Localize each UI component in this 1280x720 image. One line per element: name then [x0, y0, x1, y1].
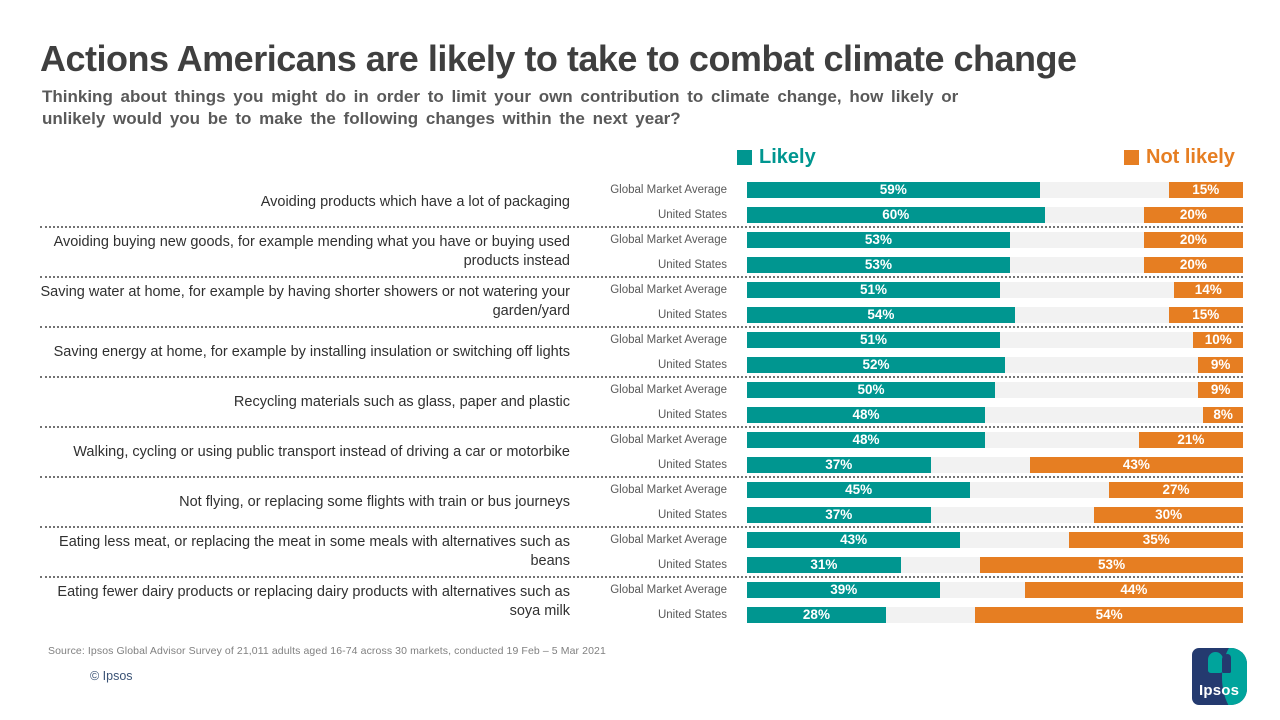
bar-track	[747, 482, 1243, 498]
bar-row	[570, 202, 1243, 227]
bar-track	[747, 307, 1243, 323]
series-label: United States	[657, 308, 727, 321]
series-label: United States	[657, 208, 727, 221]
not-likely-bar: 27%	[1109, 482, 1243, 498]
logo-wordmark: Ipsos	[1199, 682, 1240, 699]
not-likely-bar: 15%	[1169, 182, 1243, 198]
likely-bar: 39%	[747, 582, 940, 598]
series-label: United States	[657, 608, 727, 621]
likely-bar: 53%	[747, 232, 1010, 248]
category-group	[40, 527, 1243, 577]
not-likely-bar: 20%	[1144, 232, 1243, 248]
category-label: Eating fewer dairy products or replacing dairy products with alternatives such as soya milk	[57, 584, 570, 619]
bar-track	[747, 282, 1243, 298]
logo-profile-shadow-icon	[1222, 654, 1231, 673]
not-likely-bar: 35%	[1069, 532, 1243, 548]
likely-bar: 31%	[747, 557, 901, 573]
not-likely-bar: 20%	[1144, 207, 1243, 223]
series-label: Global Market Average	[610, 233, 727, 246]
subtitle-line-1: Thinking about things you might do in order to limit your own contribution to climate change, how likely or	[42, 87, 959, 106]
bar-rows	[570, 477, 1243, 527]
likely-bar: 53%	[747, 257, 1010, 273]
not-likely-bar: 21%	[1139, 432, 1243, 448]
series-label: Global Market Average	[610, 433, 727, 446]
bar-rows	[570, 177, 1243, 227]
bar-rows	[570, 227, 1243, 277]
bar-track	[747, 332, 1243, 348]
not-likely-bar: 8%	[1203, 407, 1243, 423]
bar-track	[747, 457, 1243, 473]
series-label: Global Market Average	[610, 583, 727, 596]
bar-row	[570, 577, 1243, 602]
likely-bar: 43%	[747, 532, 960, 548]
likely-bar: 52%	[747, 357, 1005, 373]
category-group	[40, 577, 1243, 627]
bar-rows	[570, 277, 1243, 327]
likely-bar: 50%	[747, 382, 995, 398]
bar-track	[747, 357, 1243, 373]
bar-row	[570, 277, 1243, 302]
bar-row	[570, 502, 1243, 527]
series-label: Global Market Average	[610, 183, 727, 196]
category-label: Not flying, or replacing some flights with train or bus journeys	[179, 493, 570, 510]
series-label: Global Market Average	[610, 283, 727, 296]
bar-row	[570, 527, 1243, 552]
likely-bar: 48%	[747, 432, 985, 448]
grouped-bar-chart	[40, 177, 1243, 627]
ipsos-logo	[1192, 648, 1247, 705]
category-group	[40, 377, 1243, 427]
series-label: Global Market Average	[610, 383, 727, 396]
likely-swatch-icon	[737, 150, 752, 165]
not-likely-bar: 10%	[1193, 332, 1243, 348]
bar-row	[570, 177, 1243, 202]
source-note: Source: Ipsos Global Advisor Survey of 21,011 adults aged 16-74 across 30 markets, conducted 19 Feb – 5 Mar 2021	[48, 645, 606, 657]
bar-track	[747, 232, 1243, 248]
bar-row	[570, 427, 1243, 452]
not-likely-bar: 43%	[1030, 457, 1243, 473]
series-label: Global Market Average	[610, 333, 727, 346]
not-likely-bar: 14%	[1174, 282, 1243, 298]
bar-track	[747, 607, 1243, 623]
category-group	[40, 427, 1243, 477]
bar-row	[570, 552, 1243, 577]
likely-bar: 45%	[747, 482, 970, 498]
category-label: Saving energy at home, for example by installing insulation or switching off lights	[53, 343, 570, 360]
bar-rows	[570, 327, 1243, 377]
bar-row	[570, 302, 1243, 327]
logo-profile-icon	[1208, 652, 1223, 673]
not-likely-bar: 30%	[1094, 507, 1243, 523]
category-label: Saving water at home, for example by having shorter showers or not watering your garden/yard	[40, 284, 570, 319]
bar-rows	[570, 377, 1243, 427]
likely-bar: 28%	[747, 607, 886, 623]
series-label: United States	[657, 358, 727, 371]
likely-bar: 48%	[747, 407, 985, 423]
category-group	[40, 227, 1243, 277]
category-group	[40, 277, 1243, 327]
likely-bar: 59%	[747, 182, 1040, 198]
legend-not-likely	[1124, 146, 1235, 169]
legend-likely	[737, 146, 816, 169]
bar-track	[747, 507, 1243, 523]
series-label: United States	[657, 508, 727, 521]
series-label: United States	[657, 408, 727, 421]
bar-rows	[570, 577, 1243, 627]
bar-row	[570, 252, 1243, 277]
category-label: Eating less meat, or replacing the meat in some meals with alternatives such as beans	[59, 534, 570, 569]
category-label: Recycling materials such as glass, paper and plastic	[233, 393, 570, 410]
bar-row	[570, 477, 1243, 502]
category-label: Walking, cycling or using public transport instead of driving a car or motorbike	[73, 443, 570, 460]
legend-likely-label: Likely	[759, 146, 816, 168]
copyright-note: © Ipsos	[90, 669, 133, 683]
bar-row	[570, 452, 1243, 477]
category-label: Avoiding buying new goods, for example mending what you have or buying used products instead	[53, 234, 570, 269]
legend-not-likely-label: Not likely	[1146, 146, 1235, 168]
subtitle-line-2: unlikely would you be to make the following changes within the next year?	[42, 109, 681, 128]
bar-track	[747, 382, 1243, 398]
bar-row	[570, 402, 1243, 427]
bar-track	[747, 182, 1243, 198]
page-title: Actions Americans are likely to take to combat climate change	[40, 38, 1077, 79]
not-likely-bar: 9%	[1198, 382, 1243, 398]
bar-row	[570, 352, 1243, 377]
category-group	[40, 477, 1243, 527]
not-likely-swatch-icon	[1124, 150, 1139, 165]
series-label: Global Market Average	[610, 483, 727, 496]
likely-bar: 60%	[747, 207, 1045, 223]
series-label: United States	[657, 258, 727, 271]
not-likely-bar: 15%	[1169, 307, 1243, 323]
series-label: United States	[657, 458, 727, 471]
likely-bar: 51%	[747, 332, 1000, 348]
category-group	[40, 177, 1243, 227]
likely-bar: 54%	[747, 307, 1015, 323]
likely-bar: 37%	[747, 457, 931, 473]
bar-track	[747, 257, 1243, 273]
bar-track	[747, 432, 1243, 448]
series-label: United States	[657, 558, 727, 571]
series-label: Global Market Average	[610, 533, 727, 546]
bar-track	[747, 557, 1243, 573]
likely-bar: 51%	[747, 282, 1000, 298]
bar-track	[747, 532, 1243, 548]
category-group	[40, 327, 1243, 377]
bar-track	[747, 407, 1243, 423]
bar-row	[570, 602, 1243, 627]
bar-row	[570, 227, 1243, 252]
page-subtitle	[42, 86, 1162, 130]
category-label: Avoiding products which have a lot of packaging	[260, 193, 570, 210]
not-likely-bar: 44%	[1025, 582, 1243, 598]
not-likely-bar: 9%	[1198, 357, 1243, 373]
likely-bar: 37%	[747, 507, 931, 523]
bar-rows	[570, 527, 1243, 577]
not-likely-bar: 54%	[975, 607, 1243, 623]
bar-row	[570, 377, 1243, 402]
not-likely-bar: 20%	[1144, 257, 1243, 273]
bar-row	[570, 327, 1243, 352]
not-likely-bar: 53%	[980, 557, 1243, 573]
bar-rows	[570, 427, 1243, 477]
bar-track	[747, 207, 1243, 223]
bar-track	[747, 582, 1243, 598]
